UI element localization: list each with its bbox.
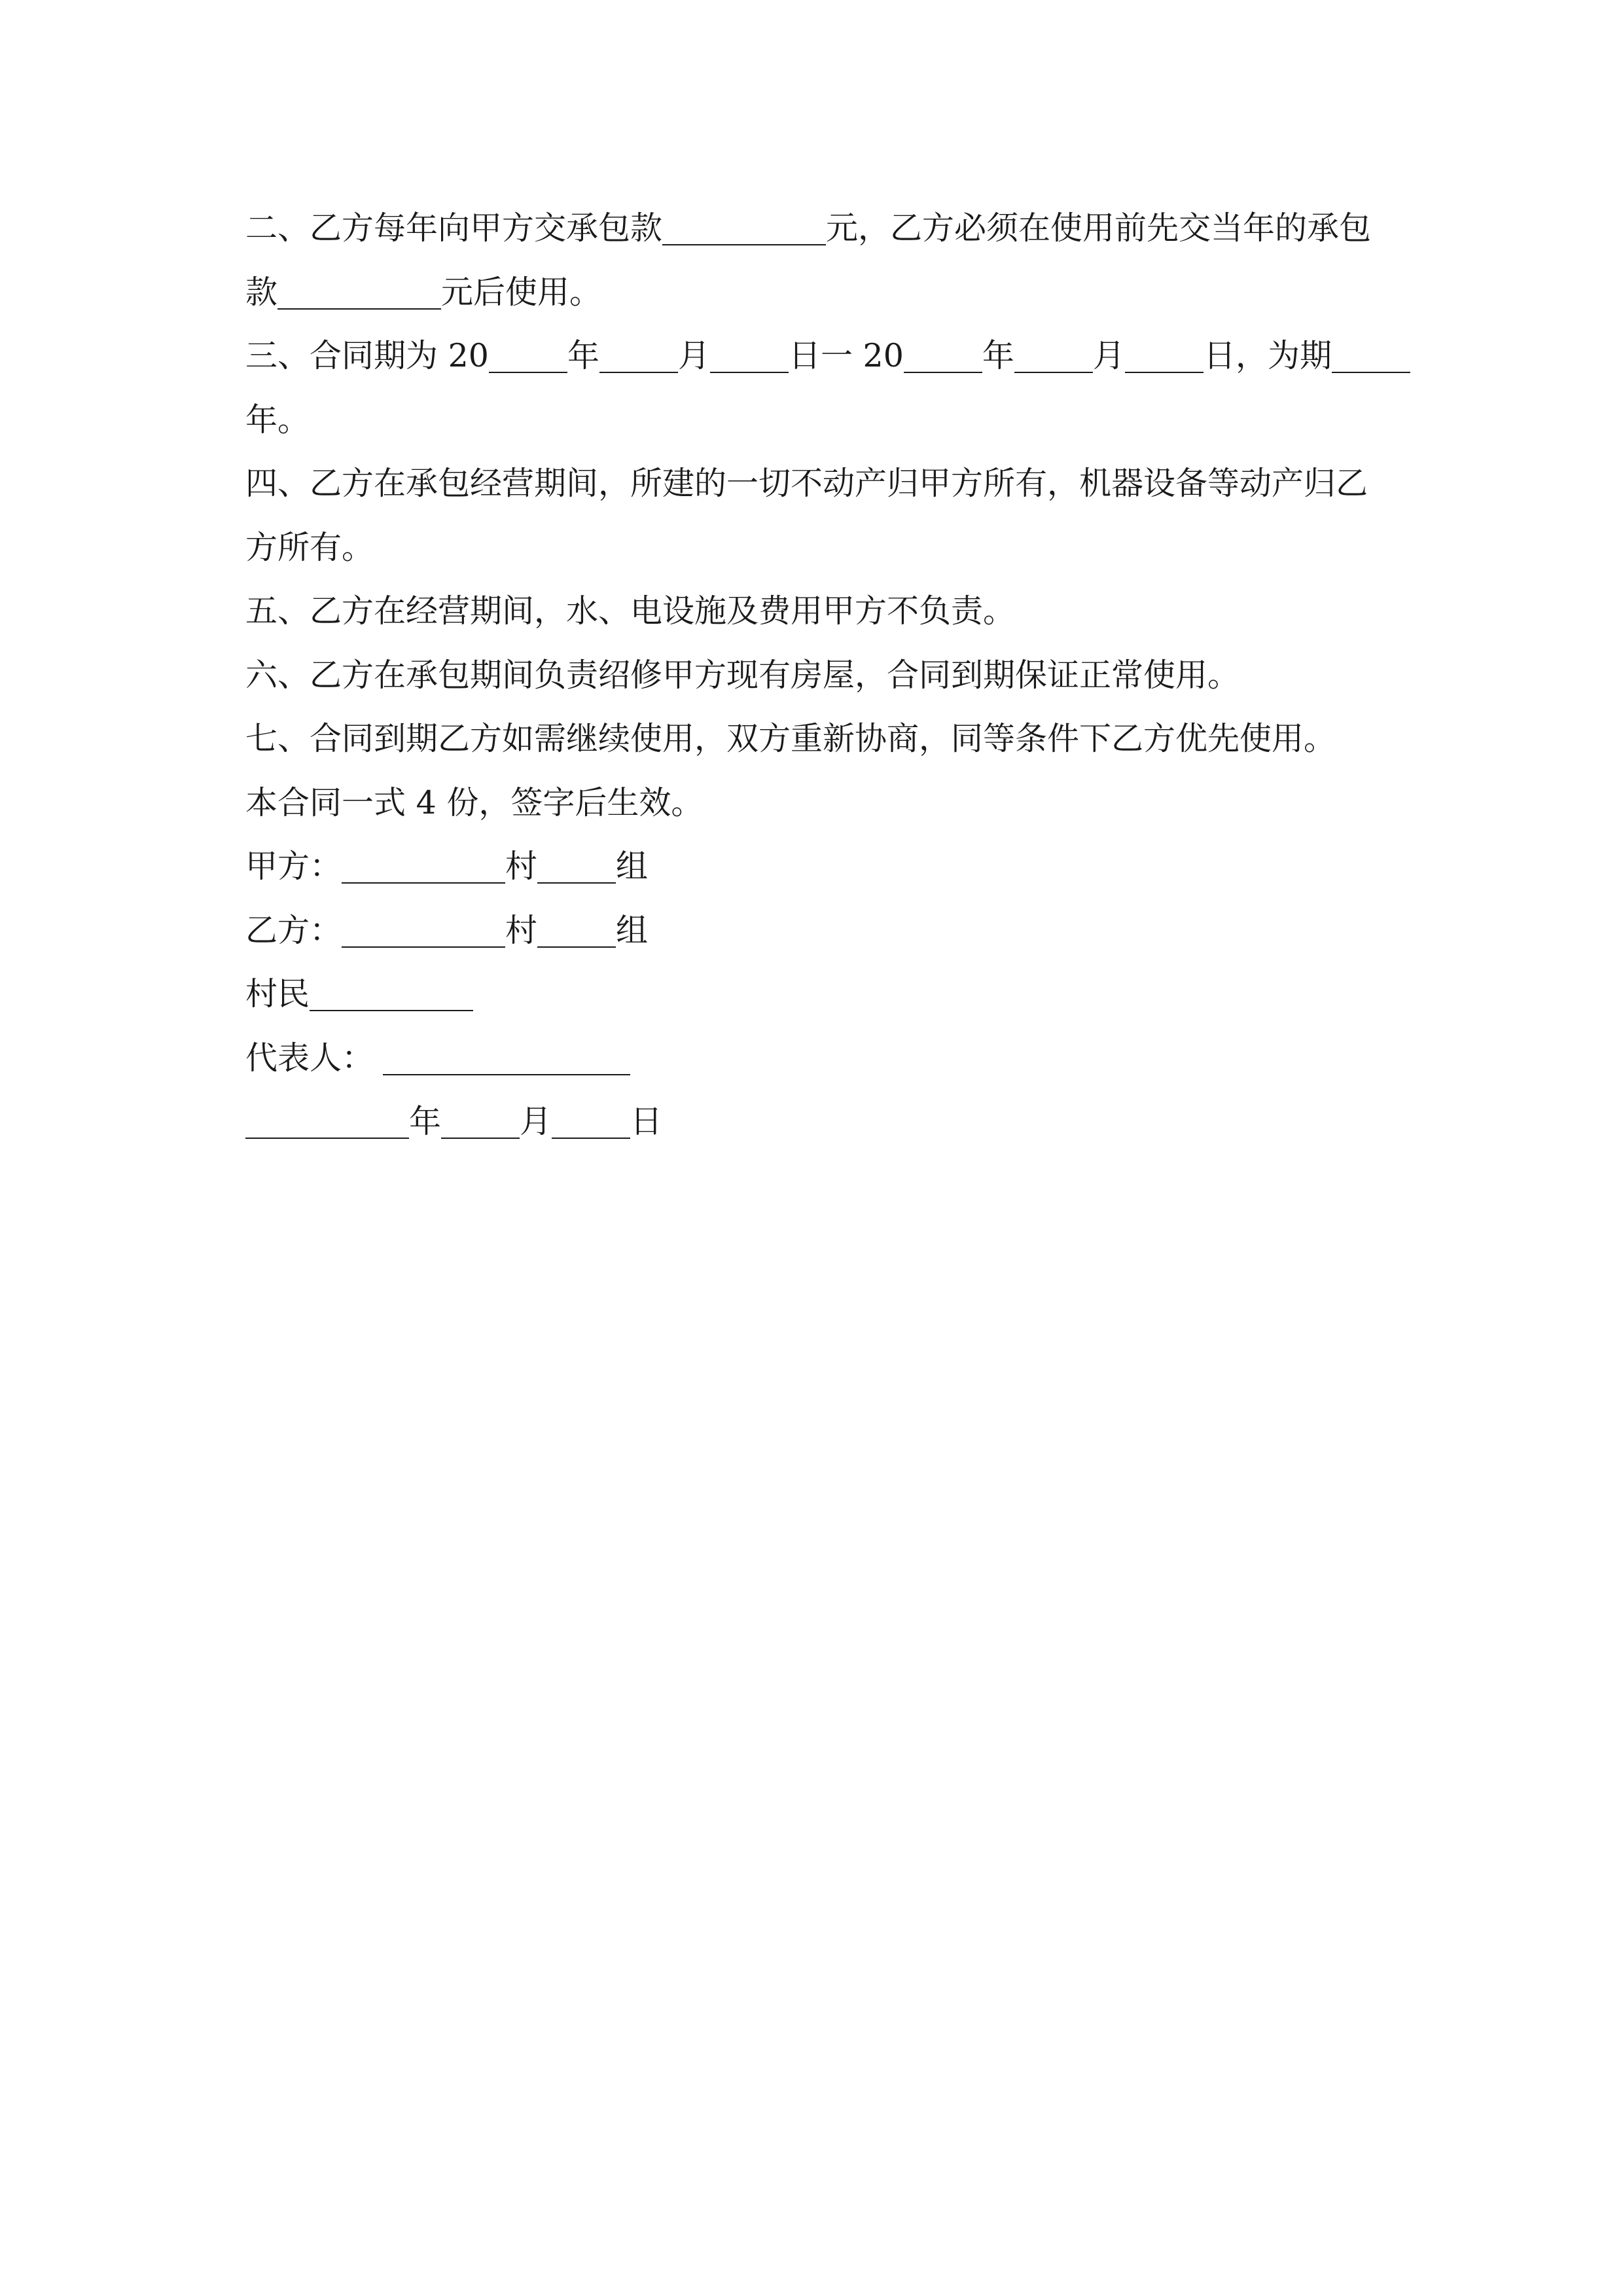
representative-line — [245, 1026, 1384, 1090]
party-a-group-blank — [537, 853, 616, 884]
start-month-blank — [599, 343, 678, 373]
contract-body — [245, 196, 1384, 1154]
representative-label: 代表人： — [245, 1039, 374, 1077]
term-blank — [1332, 343, 1410, 373]
clause-2-text-cont: 元，乙方必须在使用前先交当年的承包 — [826, 209, 1372, 247]
end-month-blank — [1014, 343, 1093, 373]
villager-blank — [310, 981, 473, 1011]
party-b-village-blank — [342, 918, 505, 948]
end-day-blank — [1125, 343, 1204, 373]
start-month-label: 月 — [677, 337, 710, 374]
villager-label: 村民 — [245, 975, 310, 1013]
villager-line — [245, 962, 1384, 1026]
end-year-blank — [904, 343, 982, 373]
date-year-blank — [245, 1109, 409, 1139]
party-b-group-label: 组 — [616, 911, 649, 949]
start-day-label: 日一 20 — [788, 337, 904, 374]
clause-6-line — [245, 643, 1384, 708]
party-b-line — [245, 899, 1384, 963]
clause-4-text-cont: 方所有。 — [245, 528, 374, 566]
copies-line — [245, 771, 1384, 835]
fee-blank — [662, 215, 826, 245]
clause-2-end: 元后使用。 — [441, 273, 602, 311]
party-a-group-label: 组 — [616, 848, 649, 885]
party-a-village-blank — [342, 853, 505, 884]
representative-blank — [383, 1045, 630, 1075]
clause-2-text: 二、乙方每年向甲方交承包款 — [245, 209, 663, 247]
date-day-label: 日 — [630, 1103, 663, 1140]
clause-2-line-1 — [245, 196, 1384, 260]
clause-4-line-1 — [245, 452, 1384, 516]
clause-3-tail: 年。 — [245, 401, 310, 439]
clause-4-text: 四、乙方在承包经营期间，所建的一切不动产归甲方所有，机器设备等动产归乙 — [245, 465, 1368, 502]
clause-3-text: 三、合同期为 20 — [245, 337, 489, 374]
end-month-label: 月 — [1092, 337, 1125, 374]
clause-5-line — [245, 579, 1384, 643]
clause-3-line-1 — [245, 324, 1384, 388]
party-b-group-blank — [537, 918, 616, 948]
party-b-label: 乙方： — [245, 911, 342, 949]
party-a-label: 甲方： — [245, 848, 342, 885]
clause-6-text: 六、乙方在承包期间负责绍修甲方现有房屋，合同到期保证正常使用。 — [245, 656, 1240, 694]
clause-2-kuan: 款 — [245, 273, 278, 311]
date-day-blank — [552, 1109, 630, 1139]
date-year-label: 年 — [409, 1103, 442, 1140]
start-year-blank — [489, 343, 567, 373]
clause-7-text: 七、合同到期乙方如需继续使用，双方重新协商，同等条件下乙方优先使用。 — [245, 720, 1336, 757]
party-a-line — [245, 834, 1384, 899]
clause-4-line-2 — [245, 516, 1384, 580]
start-year-label: 年 — [567, 337, 599, 374]
date-month-blank — [441, 1109, 520, 1139]
clause-3-line-2 — [245, 388, 1384, 452]
clause-5-text: 五、乙方在经营期间，水、电设施及费用甲方不负责。 — [245, 592, 1016, 630]
end-day-label: 日，为期 — [1203, 337, 1332, 374]
party-a-village-label: 村 — [505, 848, 538, 885]
date-month-label: 月 — [520, 1103, 552, 1140]
end-year-label: 年 — [982, 337, 1014, 374]
start-day-blank — [710, 343, 789, 373]
copies-text: 本合同一式 4 份，签字后生效。 — [245, 783, 704, 821]
date-line — [245, 1090, 1384, 1154]
clause-7-line — [245, 707, 1384, 771]
party-b-village-label: 村 — [505, 911, 538, 949]
prepay-blank — [277, 279, 441, 310]
clause-2-line-2 — [245, 260, 1384, 325]
